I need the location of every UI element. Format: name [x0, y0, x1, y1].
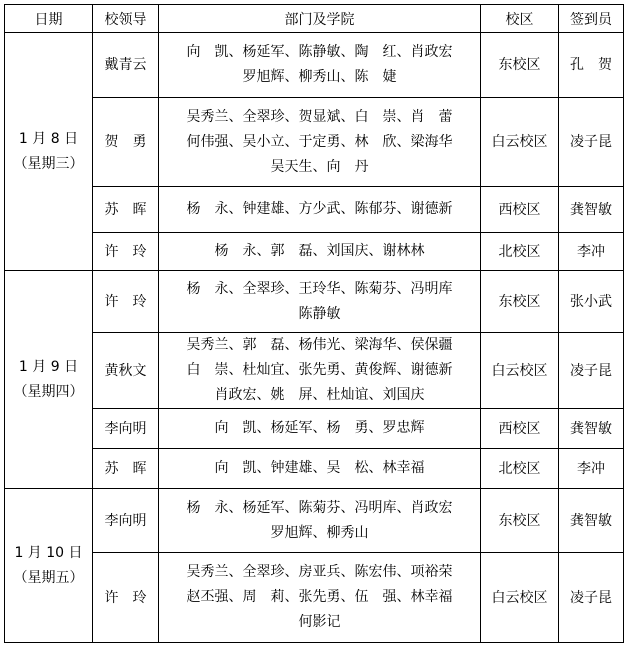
- dept-cell: [159, 553, 481, 643]
- signer-cell: 张小武: [559, 271, 624, 333]
- table-row: [5, 271, 624, 333]
- signer-cell: 凌子昆: [559, 553, 624, 643]
- dept-line: 吴秀兰、全翠珍、房亚兵、陈宏伟、项裕荣: [186, 564, 453, 580]
- signer-cell: 龚智敏: [559, 187, 624, 233]
- campus-cell: 东校区: [481, 489, 559, 553]
- dept-line: 杨 永、杨延军、陈菊芬、冯明库、肖政宏: [186, 499, 453, 516]
- weekday-text: （星期三）: [13, 155, 84, 172]
- campus-cell: 东校区: [481, 271, 559, 333]
- table-row: [5, 187, 624, 233]
- dept-line: 向 凯、杨延军、杨 勇、罗忠辉: [214, 420, 425, 436]
- date-text: 1 月 8 日: [18, 130, 79, 147]
- dept-cell: [159, 233, 481, 271]
- dept-line: 赵丕强、周 莉、张先勇、伍 强、林幸福: [186, 589, 453, 605]
- dept-line: 肖政宏、姚 屏、杜灿谊、刘国庆: [214, 387, 425, 403]
- leader-cell: 苏 晖: [93, 187, 159, 233]
- dept-line: 白 崇、杜灿宜、张先勇、黄俊辉、谢德新: [186, 362, 453, 378]
- dept-line: 吴秀兰、郭 磊、杨伟光、梁海华、侯保疆: [186, 337, 453, 353]
- header-signer: 签到员: [559, 5, 624, 33]
- dept-line: 罗旭辉、柳秀山: [270, 524, 369, 541]
- leader-cell: 许 玲: [93, 553, 159, 643]
- date-cell: [5, 271, 93, 489]
- dept-line: 杨 永、全翠珍、王玲华、陈菊芬、冯明库: [186, 280, 453, 297]
- header-date: 日期: [5, 5, 93, 33]
- signer-cell: 凌子昆: [559, 333, 624, 409]
- schedule-table: [4, 4, 624, 643]
- campus-cell: 白云校区: [481, 98, 559, 187]
- table-row: [5, 98, 624, 187]
- dept-line: 吴秀兰、全翠珍、贺显斌、白 崇、肖 蕾: [186, 108, 453, 125]
- dept-line: 何影记: [298, 614, 341, 630]
- dept-line: 陈静敏: [298, 305, 341, 322]
- schedule-body: [5, 33, 624, 643]
- header-row: [5, 5, 624, 33]
- dept-cell: [159, 449, 481, 489]
- dept-cell: [159, 271, 481, 333]
- date-cell: [5, 489, 93, 643]
- table-row: [5, 553, 624, 643]
- signer-cell: 李冲: [559, 449, 624, 489]
- campus-cell: 北校区: [481, 449, 559, 489]
- leader-cell: 许 玲: [93, 271, 159, 333]
- dept-cell: [159, 409, 481, 449]
- date-text: 1 月 9 日: [18, 358, 79, 375]
- dept-line: 罗旭辉、柳秀山、陈 婕: [242, 69, 397, 85]
- dept-cell: [159, 489, 481, 553]
- table-row: [5, 449, 624, 489]
- table-row: [5, 233, 624, 271]
- weekday-text: （星期四）: [13, 383, 84, 400]
- signer-cell: 李冲: [559, 233, 624, 271]
- leader-cell: 贺 勇: [93, 98, 159, 187]
- date-cell: [5, 33, 93, 271]
- signer-cell: 龚智敏: [559, 489, 624, 553]
- campus-cell: 西校区: [481, 409, 559, 449]
- table-row: [5, 409, 624, 449]
- dept-line: 杨 永、郭 磊、刘国庆、谢林林: [214, 243, 425, 259]
- signer-cell: 凌子昆: [559, 98, 624, 187]
- leader-cell: 苏 晖: [93, 449, 159, 489]
- dept-line: 向 凯、杨延军、陈静敏、陶 红、肖政宏: [186, 44, 453, 60]
- leader-cell: 黄秋文: [93, 333, 159, 409]
- header-leader: 校领导: [93, 5, 159, 33]
- dept-line: 何伟强、吴小立、于定勇、林 欣、梁海华: [186, 133, 453, 150]
- campus-cell: 北校区: [481, 233, 559, 271]
- signer-cell: 孔 贺: [559, 33, 624, 98]
- table-row: [5, 489, 624, 553]
- campus-cell: 东校区: [481, 33, 559, 98]
- campus-cell: 白云校区: [481, 333, 559, 409]
- dept-line: 向 凯、钟建雄、吴 松、林幸福: [214, 460, 425, 476]
- campus-cell: 白云校区: [481, 553, 559, 643]
- table-row: [5, 33, 624, 98]
- leader-cell: 戴青云: [93, 33, 159, 98]
- dept-line: 杨 永、钟建雄、方少武、陈郁芬、谢德新: [186, 201, 453, 217]
- dept-cell: [159, 98, 481, 187]
- dept-cell: [159, 33, 481, 98]
- header-dept: 部门及学院: [159, 5, 481, 33]
- leader-cell: 李向明: [93, 409, 159, 449]
- signer-cell: 龚智敏: [559, 409, 624, 449]
- dept-cell: [159, 333, 481, 409]
- header-campus: 校区: [481, 5, 559, 33]
- weekday-text: （星期五）: [13, 569, 84, 586]
- table-row: [5, 333, 624, 409]
- dept-line: 吴天生、向 丹: [270, 158, 369, 175]
- leader-cell: 李向明: [93, 489, 159, 553]
- date-text: 1 月 10 日: [14, 544, 83, 561]
- dept-cell: [159, 187, 481, 233]
- leader-cell: 许 玲: [93, 233, 159, 271]
- campus-cell: 西校区: [481, 187, 559, 233]
